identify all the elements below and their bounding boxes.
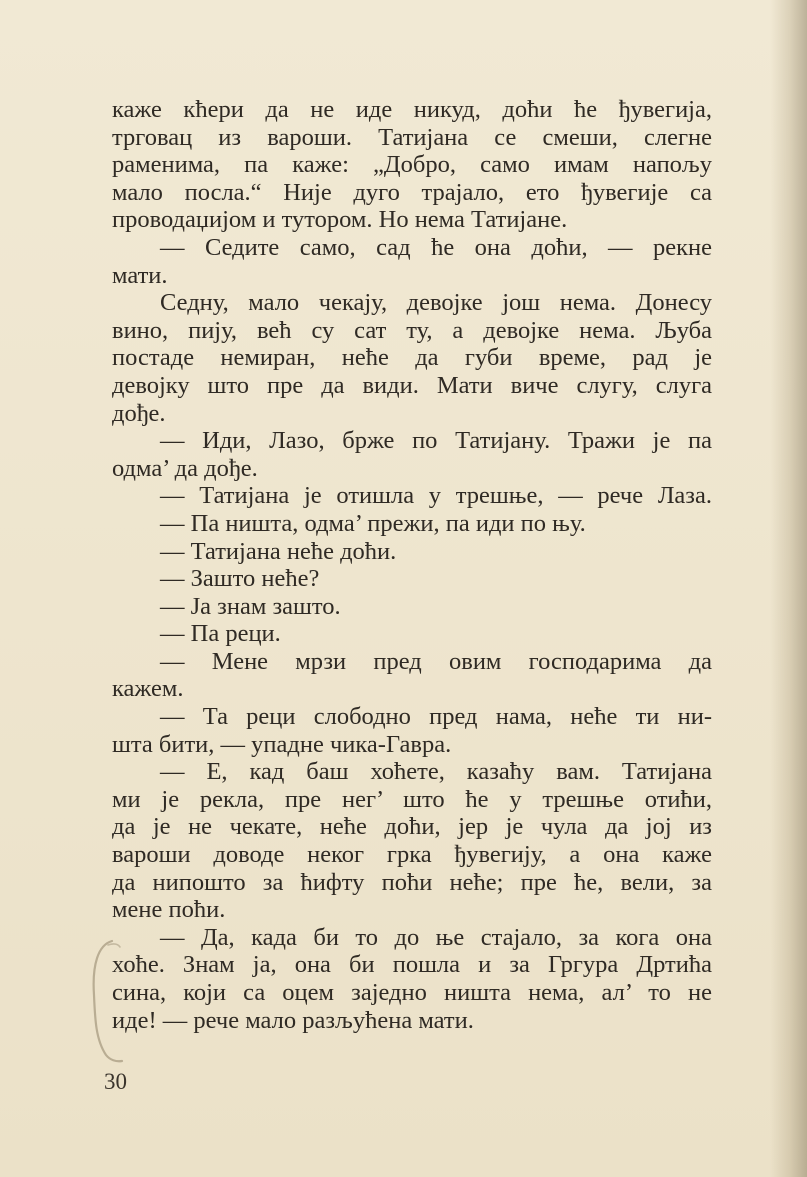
text-line: сина, који са оцем заједно ништа нема, ал’ то не [112, 979, 712, 1006]
text-line: девојку што пре да види. Мати виче слугу, слуга [112, 371, 712, 399]
text-line: раменима, па каже: „Добро, само имам напољу [112, 151, 712, 179]
text-line: мати. [112, 261, 168, 289]
text-line: — Е, кад баш хоћете, казаћу вам. Татијана [160, 758, 712, 786]
text-line: ми је рекла, пре нег’ што ће у трешње отићи, [112, 785, 712, 813]
text-line: дође. [112, 399, 166, 427]
text-line: — Мене мрзи пред овим господарима да [160, 647, 712, 675]
text-line: мало посла.“ Није дуго трајало, ето ђувегије са [112, 178, 712, 206]
text-line: кажем. [112, 675, 184, 703]
text-line: каже кћери да не иде никуд, доћи ће ђувегија, [112, 96, 712, 123]
text-line: мене поћи. [112, 896, 226, 924]
text-line: — Та реци слободно пред нама, неће ти ни- [160, 703, 712, 731]
text-line: да нипошто за ћифту поћи неће; пре ће, вели, за [112, 868, 712, 896]
text-line: вино, пију, већ су сат ту, а девојке нема. Љуба [112, 316, 712, 344]
text-line: — Татијана неће доћи. [160, 537, 397, 565]
pencil-margin-mark [84, 935, 124, 1065]
text-line: — Па реци. [160, 620, 281, 648]
text-line: хоће. Знам ја, она би пошла и за Гргура Дртића [112, 951, 712, 979]
text-line: иде! — рече мало разљућена мати. [112, 1006, 474, 1034]
text-line: трговац из вароши. Татијана се смеши, слегне [112, 123, 712, 151]
text-line: Седну, мало чекају, девојке још нема. Донесу [160, 289, 712, 317]
page-number: 30 [104, 1069, 127, 1094]
text-line: — Зашто неће? [160, 565, 320, 593]
text-line: — Ја знам зашто. [160, 592, 341, 620]
text-line: да је не чекате, неће доћи, јер је чула да јој из [112, 813, 712, 841]
text-line: одма’ да дође. [112, 454, 258, 482]
text-line: — Па ништа, одма’ прежи, па иди по њу. [160, 509, 586, 537]
text-line: — Татијана је отишла у трешње, — рече Лаза. [160, 482, 712, 510]
text-line: — Иди, Лазо, брже по Татијану. Тражи је па [160, 427, 712, 455]
text-line: — Седите само, сад ће она доћи, — рекне [160, 233, 712, 261]
text-line: проводаџијом и тутором. Но нема Татијане. [112, 206, 568, 234]
page-text [112, 96, 712, 1034]
text-line: вароши доводе неког грка ђувегију, а она каже [112, 841, 712, 869]
text-line: шта бити, — упадне чика-Гавра. [112, 730, 452, 758]
text-line: постаде немиран, неће да губи време, рад је [112, 344, 712, 372]
text-line: — Да, када би то до ње стајало, за кога она [160, 923, 712, 951]
